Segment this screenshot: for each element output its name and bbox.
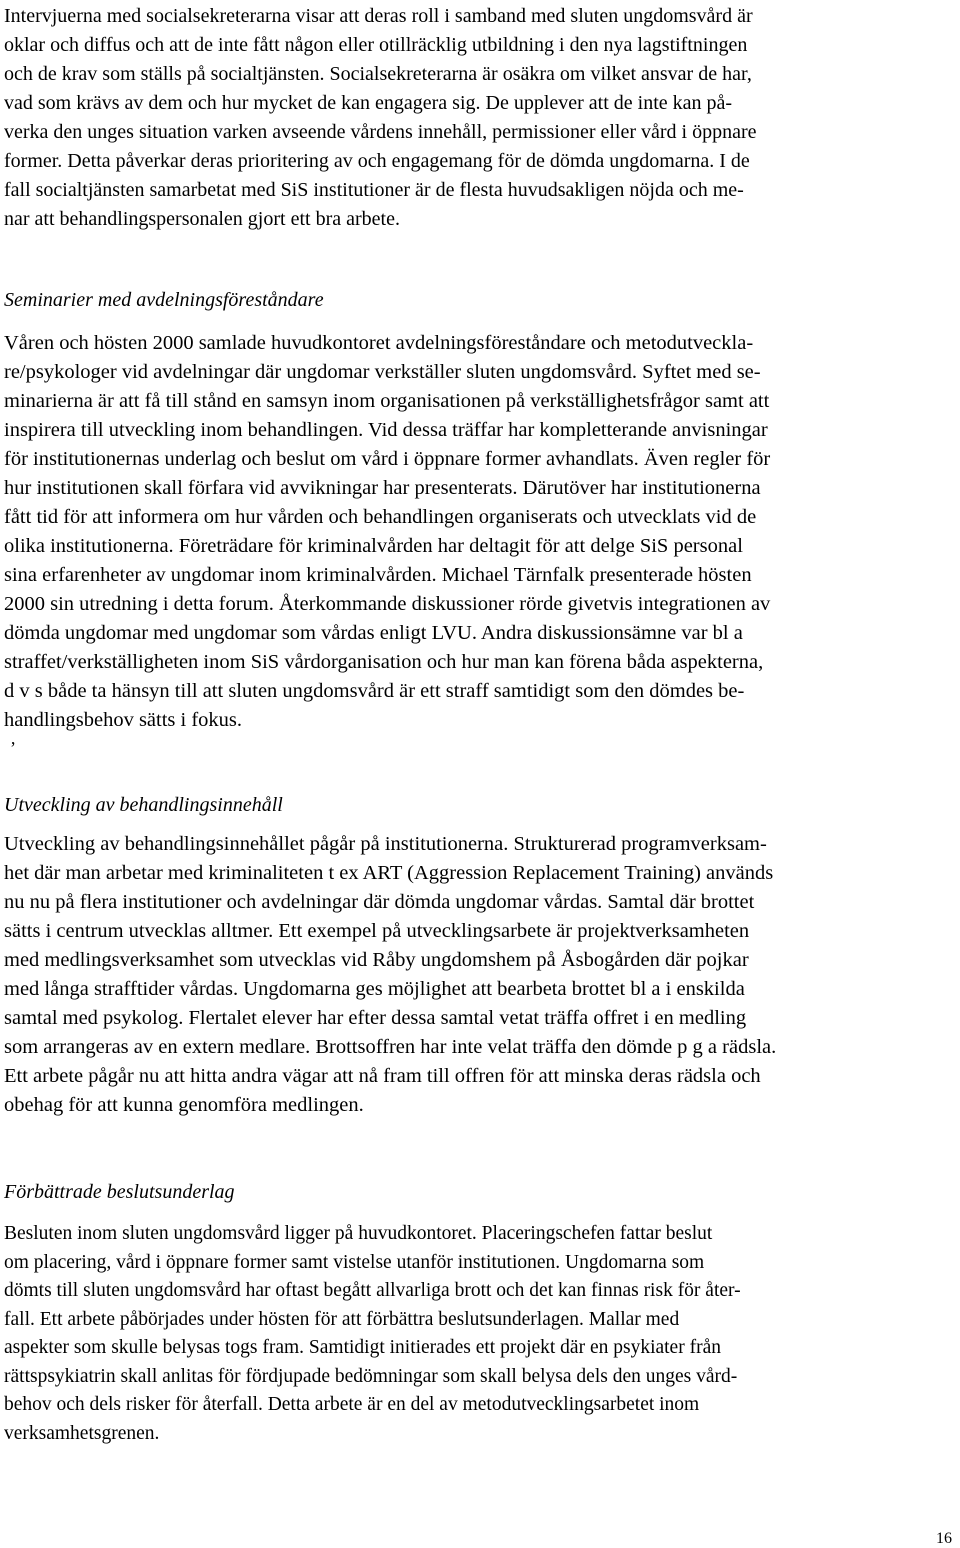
paragraph-line: former. Detta påverkar deras prioritering av och engagemang för de dömda ungdomarna. I de [4,150,750,172]
paragraph-line: rättspsykiatrin skall anlitas för fördjupade bedömningar som skall belysa dels den unges vård- [4,1365,738,1387]
paragraph-line: olika institutionerna. Företrädare för kriminalvården har deltagit för att delge SiS personal [4,535,743,557]
paragraph-line: fall. Ett arbete påbörjades under hösten för att förbättra beslutsunderlagen. Mallar med [4,1308,680,1330]
paragraph-line: handlingsbehov sätts i fokus. [4,709,243,731]
section-heading-seminarier: Seminarier med avdelningsföreståndare [4,289,324,311]
paragraph-line: och de krav som ställs på socialtjänsten. Socialsekreterarna är osäkra om vilket ansvar de har, [4,63,752,85]
paragraph-line: som arrangeras av en extern medlare. Brottsoffren har inte velat träffa den dömde p g a rädsla. [4,1036,777,1058]
paragraph-line: verksamhetsgrenen. [4,1422,160,1444]
page-number: 16 [936,1530,952,1547]
paragraph-line: samtal med psykolog. Flertalet elever har efter dessa samtal vetat träffa offret i en medling [4,1007,747,1029]
paragraph-line: Våren och hösten 2000 samlade huvudkontoret avdelningsföreståndare och metodutveckla- [4,332,754,354]
paragraph-line: fall socialtjänsten samarbetat med SiS institutioner är de flesta huvudsakligen nöjda och me- [4,179,744,201]
paragraph-line: d v s både ta hänsyn till att sluten ungdomsvård är ett straff samtidigt som den dömdes be- [4,680,745,702]
paragraph-line: sina erfarenheter av ungdomar inom kriminalvården. Michael Tärnfalk presenterade hösten [4,564,752,586]
paragraph-line: dömts till sluten ungdomsvård har oftast begått allvarliga brott och det kan finnas risk för åter- [4,1280,741,1301]
seminarier-paragraph [4,329,770,735]
paragraph-line: dömda ungdomar med ungdomar som vårdas enligt LVU. Andra diskussionsämne var bl a [4,622,743,644]
paragraph-line: fått tid för att informera om hur vården och behandlingen organiserats och utvecklats vid de [4,506,757,528]
paragraph-line: straffet/verkställigheten inom SiS vårdorganisation och hur man kan förena båda aspekterna, [4,651,764,673]
section-heading-forbattrade: Förbättrade beslutsunderlag [4,1181,235,1203]
paragraph-line: med långa strafftider vårdas. Ungdomarna ges möjlighet att bearbeta brottet bl a i enskilda [4,978,745,1000]
paragraph-line: med medlingsverksamhet som utvecklas vid Råby ungdomshem på Åsbogården där pojkar [4,949,749,971]
paragraph-line: nar att behandlingspersonalen gjort ett bra arbete. [4,208,400,230]
paragraph-line: oklar och diffus och att de inte fått någon eller otillräcklig utbildning i den nya lagstiftningen [4,34,748,56]
paragraph-line: aspekter som skulle belysas togs fram. Samtidigt initierades ett projekt där en psykiater från [4,1337,721,1358]
intro-paragraph [4,2,757,234]
paragraph-line: inspirera till utveckling inom behandlingen. Vid dessa träffar har kompletterande anvisningar [4,419,768,441]
paragraph-line: nu nu på flera institutioner och avdelningar där dömda ungdomar vårdas. Samtal där brottet [4,891,755,913]
paragraph-line: Ett arbete pågår nu att hitta andra vägar att nå fram till offren för att minska deras rädsla och [4,1065,761,1087]
paragraph-line: för institutionernas underlag och beslut om vård i öppnare former avhandlats. Även regler för [4,448,771,470]
forbattrade-paragraph [4,1220,741,1448]
utveckling-paragraph [4,830,776,1120]
paragraph-line: sätts i centrum utvecklas alltmer. Ett exempel på utvecklingsarbete är projektverksamheten [4,920,750,942]
paragraph-line: vad som krävs av dem och hur mycket de kan engagera sig. De upplever att de inte kan på- [4,92,733,114]
paragraph-line: hur institutionen skall förfara vid avvikningar har presenterats. Därutöver har institutionerna [4,477,761,499]
paragraph-line: verka den unges situation varken avseende vårdens innehåll, permissioner eller vård i öppnare [4,121,757,143]
paragraph-line: Intervjuerna med socialsekreterarna visar att deras roll i samband med sluten ungdomsvård är [4,5,753,27]
paragraph-line: minarierna är att få till stånd en samsyn inom organisationen på verkställighetsfrågor samt att [4,390,770,412]
paragraph-line: om placering, vård i öppnare former samt vistelse utanför institutionen. Ungdomarna som [4,1251,705,1273]
section-heading-utveckling: Utveckling av behandlingsinnehåll [4,794,283,816]
paragraph-line: obehag för att kunna genomföra medlingen. [4,1094,364,1116]
paragraph-line: behov och dels risker för återfall. Detta arbete är en del av metodutvecklingsarbetet inom [4,1394,700,1415]
paragraph-line: Utveckling av behandlingsinnehållet pågår på institutionerna. Strukturerad programverksam- [4,833,767,855]
paragraph-line: het där man arbetar med kriminaliteten t ex ART (Aggression Replacement Training) används [4,862,774,884]
paragraph-line: re/psykologer vid avdelningar där ungdomar verkställer sluten ungdomsvård. Syftet med se- [4,361,761,383]
paragraph-line: 2000 sin utredning i detta forum. Återkommande diskussioner rörde givetvis integrationen av [4,593,771,615]
stray-mark: ’ [10,738,16,758]
paragraph-line: Besluten inom sluten ungdomsvård ligger på huvudkontoret. Placeringschefen fattar beslut [4,1223,713,1244]
